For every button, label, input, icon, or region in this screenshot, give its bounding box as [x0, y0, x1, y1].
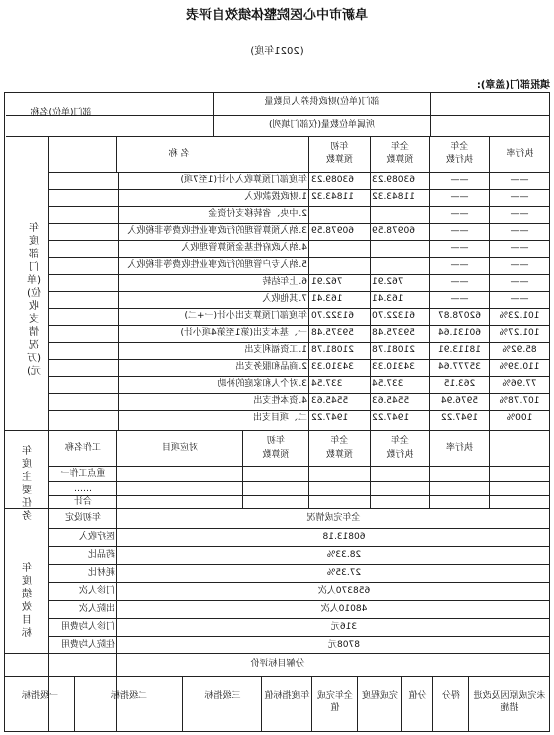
- budget-row-exec: ——: [450, 277, 469, 287]
- budget-row-initial: 1947.22: [311, 413, 349, 423]
- task-full-header-2: 预算数: [326, 450, 354, 460]
- initial-budget-header-1: 年初: [330, 142, 349, 152]
- budget-row-exec: ——: [450, 226, 469, 236]
- budget-row-rate: 110.39%: [499, 362, 540, 372]
- budget-row-exec: 5976.94: [440, 396, 479, 406]
- budget-row-name: 4.纳入政府性基金预算管理收入: [181, 243, 307, 253]
- budget-row-name: 1.工资福利支出: [244, 345, 307, 355]
- task-full-header-1: 全年: [330, 436, 349, 446]
- task-exec-header-1: 全年: [391, 436, 410, 446]
- task-initial-header-1: 年初: [267, 436, 286, 446]
- perf-row-name: 门诊人均费用: [60, 622, 115, 632]
- budget-row-exec: 62078.87: [438, 311, 481, 321]
- budget-row-full: 163.41: [372, 294, 404, 304]
- budget-row-rate: 101.23%: [499, 311, 540, 321]
- budget-row-exec: 263.15: [443, 379, 476, 389]
- fiscal-staff-label: 部门(单位)财政供养人员数量: [264, 97, 380, 107]
- task-row-total: 合计: [74, 497, 93, 507]
- budget-row-exec: ——: [450, 260, 469, 270]
- indicator-header: 年度指标值: [264, 691, 310, 701]
- budget-row-exec: 35777.64: [438, 362, 481, 372]
- task-exec-header-2: 执行数: [386, 450, 414, 460]
- budget-row-name: 2.商品和服务支出: [235, 362, 307, 372]
- perf-row-value: 27.35%: [326, 568, 362, 578]
- budget-row-rate: ——: [510, 243, 529, 253]
- budget-row-name: 一、基本支出(第1至第4项小计): [180, 328, 307, 338]
- budget-row-name: 6.上年结转: [262, 277, 307, 287]
- perf-row-value: 60813.18: [322, 532, 366, 542]
- budget-row-rate: ——: [510, 277, 529, 287]
- perf-row-value: 8708元: [328, 640, 360, 650]
- indicator-header: 未完成原因及改进措施: [473, 691, 546, 713]
- budget-row-rate: ——: [510, 209, 529, 219]
- budget-row-exec: 60131.64: [438, 328, 481, 338]
- budget-row-full: 63089.23: [372, 175, 415, 185]
- budget-row-exec: ——: [450, 209, 469, 219]
- budget-row-name: 5.纳入专户管理的行政事业性收费等非税收入: [127, 260, 307, 270]
- budget-row-initial: 60978.59: [311, 226, 354, 236]
- budget-row-name: 年度部门预算收入小计(1至7项): [180, 175, 307, 185]
- task-name-header: 工作名称: [65, 443, 102, 453]
- perf-row-value: 316元: [330, 622, 358, 632]
- perf-row-name: 药品比: [87, 550, 115, 560]
- dept-label: 部门(单位)名称: [30, 108, 92, 118]
- budget-row-full: 60978.59: [372, 226, 415, 236]
- budget-row-initial: 61322.70: [311, 311, 354, 321]
- indicator-header: 三级指标: [204, 691, 241, 701]
- full-budget-header-1: 全年: [391, 142, 410, 152]
- budget-row-exec: 1947.22: [440, 413, 479, 423]
- budget-row-exec: 18113.91: [438, 345, 481, 355]
- budget-row-rate: 85.92%: [502, 345, 537, 355]
- budget-row-initial: 63089.23: [311, 175, 354, 185]
- budget-row-rate: ——: [510, 294, 529, 304]
- budget-row-initial: 59375.48: [311, 328, 354, 338]
- budget-row-name: 3.对个人和家庭的补助: [217, 379, 307, 389]
- budget-row-rate: ——: [510, 175, 529, 185]
- budget-row-full: 11843.32: [372, 192, 415, 202]
- budget-row-full: 61322.70: [372, 311, 415, 321]
- indicator-header: 得分: [442, 691, 461, 701]
- sub-units-label: 所属单位数量(仅部门填列): [268, 120, 376, 130]
- task-row-1: 重点工作一: [60, 469, 106, 479]
- initial-budget-header-2: 预算数: [326, 155, 354, 165]
- budget-row-exec: ——: [450, 192, 469, 202]
- task-section-label: 年度主要任务: [22, 446, 32, 522]
- budget-row-name: 7.其他收入: [262, 294, 307, 304]
- perf-section-label: 年度绩效目标: [22, 563, 32, 639]
- project-header: 对应项目: [162, 443, 199, 453]
- budget-row-exec: ——: [450, 243, 469, 253]
- budget-row-exec: ——: [450, 294, 469, 304]
- budget-row-exec: ——: [450, 175, 469, 185]
- year-label: (2021年度): [250, 46, 304, 57]
- budget-row-initial: 762.91: [311, 277, 343, 287]
- indicator-header: 全年完成值: [317, 691, 354, 713]
- budget-row-full: 337.54: [372, 379, 404, 389]
- completion-header: 全年完成情况: [306, 513, 361, 523]
- budget-row-full: 1947.22: [372, 413, 410, 423]
- budget-row-name: 3.纳入预算管理的行政事业性收费等非税收入: [127, 226, 307, 236]
- task-rate-header: 执行率: [446, 443, 474, 453]
- budget-section-label: 年度部门(单位)收支情况(万元): [27, 223, 41, 377]
- indicator-title: 分解目标评价: [250, 659, 305, 669]
- perf-row-name: 出院人次: [78, 604, 115, 614]
- perf-row-name: 门诊人次: [78, 586, 115, 596]
- perf-row-value: 48010人次: [320, 604, 368, 614]
- task-row-2: ……: [74, 484, 92, 494]
- rate-header: 执行率: [506, 149, 534, 159]
- budget-row-initial: 163.41: [311, 294, 343, 304]
- indicator-header: 二级指标: [111, 691, 148, 701]
- item-name-header: 名 称: [168, 149, 190, 159]
- budget-row-rate: 100%: [506, 413, 533, 423]
- budget-row-initial: 21081.78: [311, 345, 354, 355]
- budget-row-full: 59375.48: [372, 328, 415, 338]
- perf-row-value: 658370人次: [317, 586, 371, 596]
- perf-row-name: 住院人均费用: [60, 640, 115, 650]
- perf-row-value: 28.33%: [326, 550, 362, 560]
- exec-header-2: 执行数: [446, 155, 474, 165]
- fill-unit-label: 填报部门(盖章):: [476, 80, 550, 91]
- budget-row-name: 1.财政拨款收入: [244, 192, 307, 202]
- budget-row-name: 二、项目支出: [252, 413, 307, 423]
- exec-header-1: 全年: [450, 142, 469, 152]
- target-header: 年初设定: [65, 513, 102, 523]
- budget-row-full: 762.91: [372, 277, 404, 287]
- budget-row-initial: 337.54: [311, 379, 343, 389]
- indicator-header: 一级指标: [22, 691, 59, 701]
- indicator-header: 完成程度: [362, 691, 399, 701]
- indicator-header: 分值: [408, 691, 427, 701]
- budget-row-name: 年度部门预算支出小计(一+二): [184, 311, 307, 321]
- full-budget-header-2: 预算数: [386, 155, 414, 165]
- budget-row-initial: 11843.32: [311, 192, 354, 202]
- budget-row-name: 4.资本性支出: [253, 396, 307, 406]
- budget-row-rate: ——: [510, 260, 529, 270]
- budget-row-rate: ——: [510, 226, 529, 236]
- page-title: 阜新市中心医院整体绩效自评表: [186, 8, 369, 23]
- budget-row-rate: ——: [510, 192, 529, 202]
- perf-row-name: 医疗收入: [78, 532, 115, 542]
- perf-row-name: 耗材比: [87, 568, 115, 578]
- budget-row-full: 5545.63: [372, 396, 410, 406]
- task-initial-header-2: 预算数: [262, 450, 290, 460]
- budget-row-rate: 101.27%: [499, 328, 540, 338]
- budget-row-full: 34310.33: [372, 362, 415, 372]
- budget-row-name: 2.中央、省转移支付资金: [208, 209, 307, 219]
- budget-row-rate: 77.96%: [502, 379, 537, 389]
- budget-row-full: 21081.78: [372, 345, 415, 355]
- budget-row-initial: 34310.33: [311, 362, 354, 372]
- budget-row-initial: 5545.63: [311, 396, 349, 406]
- budget-row-rate: 107.78%: [499, 396, 540, 406]
